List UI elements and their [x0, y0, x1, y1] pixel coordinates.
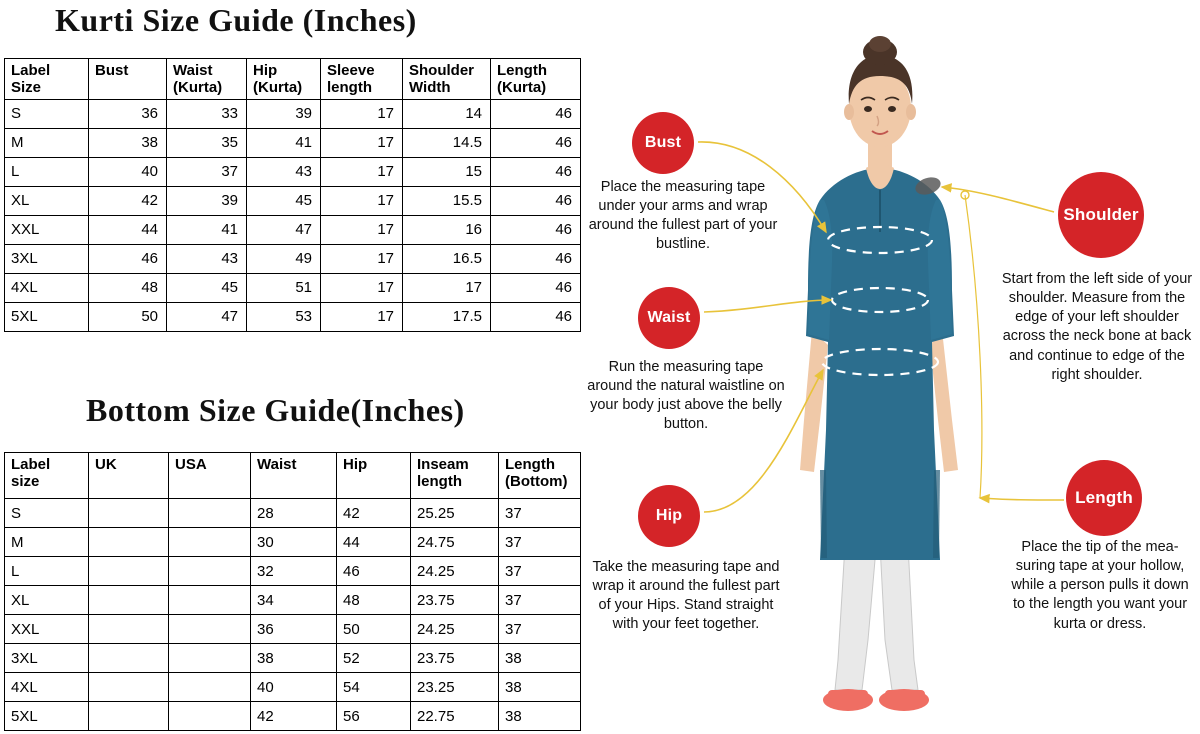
waist-callout-badge: Waist [638, 287, 700, 349]
cell-sleeve: 17 [321, 302, 403, 331]
table-row [5, 615, 581, 644]
column-header: Inseam length [411, 453, 499, 499]
table-row [5, 273, 581, 302]
table-row [5, 186, 581, 215]
cell-length: 38 [499, 644, 581, 673]
cell-waist: 37 [167, 157, 247, 186]
cell-bust: 42 [89, 186, 167, 215]
cell-usa [169, 673, 251, 702]
cell-hip: 45 [247, 186, 321, 215]
waist-instructions: Run the measuring tape around the natural waistline on your body just above the belly button. [587, 359, 785, 433]
cell-usa [169, 528, 251, 557]
cell-shoulder: 15.5 [403, 186, 491, 215]
cell-bust: 38 [89, 128, 167, 157]
cell-shoulder: 16 [403, 215, 491, 244]
cell-length: 46 [491, 273, 581, 302]
cell-inseam: 24.25 [411, 557, 499, 586]
shoulder-instructions: Start from the left side of your shoulder. Measure from the edge of your left shoulder across the neck bone at back and continue to edge of the right shoulder. [1001, 271, 1193, 383]
column-header: Length (Bottom) [499, 453, 581, 499]
cell-shoulder: 17.5 [403, 302, 491, 331]
bust-callout-badge: Bust [632, 112, 694, 174]
cell-label-size: 4XL [5, 273, 89, 302]
column-header: USA [169, 453, 251, 499]
bottom-size-guide-title: Bottom Size Guide(Inches) [86, 392, 465, 428]
table-header-row [5, 453, 581, 499]
cell-bust: 48 [89, 273, 167, 302]
cell-waist: 43 [167, 244, 247, 273]
cell-uk [89, 673, 169, 702]
cell-length: 46 [491, 128, 581, 157]
cell-waist: 41 [167, 215, 247, 244]
cell-hip: 39 [247, 99, 321, 128]
column-header: Waist (Kurta) [167, 59, 247, 100]
cell-label-size: S [5, 99, 89, 128]
cell-length: 46 [491, 186, 581, 215]
cell-uk [89, 528, 169, 557]
cell-waist: 32 [251, 557, 337, 586]
table-header-row [5, 59, 581, 100]
cell-inseam: 24.25 [411, 615, 499, 644]
table-row [5, 586, 581, 615]
column-header: Hip [337, 453, 411, 499]
cell-inseam: 22.75 [411, 702, 499, 731]
column-header: Waist [251, 453, 337, 499]
cell-length: 38 [499, 673, 581, 702]
cell-bust: 50 [89, 302, 167, 331]
cell-uk [89, 557, 169, 586]
cell-uk [89, 615, 169, 644]
cell-usa [169, 557, 251, 586]
cell-label-size: L [5, 157, 89, 186]
table-row [5, 528, 581, 557]
cell-hip: 56 [337, 702, 411, 731]
cell-label-size: XXL [5, 615, 89, 644]
cell-length: 37 [499, 557, 581, 586]
cell-shoulder: 17 [403, 273, 491, 302]
cell-shoulder: 16.5 [403, 244, 491, 273]
cell-sleeve: 17 [321, 99, 403, 128]
kurti-size-table [4, 58, 581, 332]
cell-usa [169, 702, 251, 731]
cell-hip: 42 [337, 499, 411, 528]
table-row [5, 702, 581, 731]
cell-sleeve: 17 [321, 186, 403, 215]
column-header: Label Size [5, 59, 89, 100]
cell-waist: 39 [167, 186, 247, 215]
cell-waist: 38 [251, 644, 337, 673]
cell-waist: 35 [167, 128, 247, 157]
cell-uk [89, 702, 169, 731]
cell-waist: 34 [251, 586, 337, 615]
cell-label-size: XXL [5, 215, 89, 244]
cell-hip: 43 [247, 157, 321, 186]
cell-waist: 28 [251, 499, 337, 528]
cell-label-size: 3XL [5, 244, 89, 273]
cell-shoulder: 14 [403, 99, 491, 128]
cell-sleeve: 17 [321, 273, 403, 302]
column-header: UK [89, 453, 169, 499]
table-row [5, 128, 581, 157]
cell-length: 37 [499, 499, 581, 528]
cell-inseam: 24.75 [411, 528, 499, 557]
cell-bust: 44 [89, 215, 167, 244]
bust-instructions: Place the measuring tape under your arms and wrap around the fullest part of your bustline. [588, 179, 778, 253]
cell-label-size: M [5, 528, 89, 557]
cell-waist: 33 [167, 99, 247, 128]
cell-bust: 46 [89, 244, 167, 273]
cell-hip: 53 [247, 302, 321, 331]
cell-length: 46 [491, 157, 581, 186]
cell-sleeve: 17 [321, 244, 403, 273]
cell-label-size: M [5, 128, 89, 157]
cell-usa [169, 499, 251, 528]
cell-sleeve: 17 [321, 215, 403, 244]
cell-usa [169, 615, 251, 644]
cell-label-size: XL [5, 586, 89, 615]
cell-uk [89, 499, 169, 528]
cell-waist: 45 [167, 273, 247, 302]
cell-label-size: XL [5, 186, 89, 215]
length-instructions: Place the tip of the mea-suring tape at your hollow, while a person pulls it down to the length you want your kurta or dress. [1011, 539, 1189, 632]
cell-uk [89, 644, 169, 673]
cell-hip: 47 [247, 215, 321, 244]
cell-length: 46 [491, 215, 581, 244]
shoulder-callout-badge: Shoulder [1058, 172, 1144, 258]
cell-inseam: 23.25 [411, 673, 499, 702]
cell-label-size: 5XL [5, 702, 89, 731]
column-header: Hip (Kurta) [247, 59, 321, 100]
cell-hip: 41 [247, 128, 321, 157]
cell-hip: 52 [337, 644, 411, 673]
column-header: Length (Kurta) [491, 59, 581, 100]
hip-instructions: Take the measuring tape and wrap it around the fullest part of your Hips. Stand straight with your feet together. [592, 559, 780, 633]
cell-length: 37 [499, 615, 581, 644]
cell-shoulder: 14.5 [403, 128, 491, 157]
cell-waist: 40 [251, 673, 337, 702]
table-row [5, 644, 581, 673]
cell-hip: 44 [337, 528, 411, 557]
cell-waist: 47 [167, 302, 247, 331]
cell-inseam: 23.75 [411, 586, 499, 615]
cell-label-size: L [5, 557, 89, 586]
cell-label-size: 4XL [5, 673, 89, 702]
table-row [5, 302, 581, 331]
cell-hip: 51 [247, 273, 321, 302]
table-row [5, 157, 581, 186]
cell-length: 46 [491, 244, 581, 273]
measurement-illustration [580, 0, 1200, 734]
cell-inseam: 23.75 [411, 644, 499, 673]
hip-callout-badge: Hip [638, 485, 700, 547]
cell-hip: 50 [337, 615, 411, 644]
cell-hip: 49 [247, 244, 321, 273]
cell-inseam: 25.25 [411, 499, 499, 528]
length-callout-badge: Length [1066, 460, 1142, 536]
cell-usa [169, 586, 251, 615]
cell-length: 46 [491, 302, 581, 331]
cell-length: 46 [491, 99, 581, 128]
cell-length: 37 [499, 528, 581, 557]
cell-waist: 36 [251, 615, 337, 644]
column-header: Label size [5, 453, 89, 499]
cell-length: 37 [499, 586, 581, 615]
cell-shoulder: 15 [403, 157, 491, 186]
table-row [5, 244, 581, 273]
table-row [5, 673, 581, 702]
cell-hip: 48 [337, 586, 411, 615]
cell-hip: 54 [337, 673, 411, 702]
cell-waist: 42 [251, 702, 337, 731]
column-header: Sleeve length [321, 59, 403, 100]
cell-label-size: S [5, 499, 89, 528]
column-header: Bust [89, 59, 167, 100]
cell-bust: 40 [89, 157, 167, 186]
table-row [5, 499, 581, 528]
cell-hip: 46 [337, 557, 411, 586]
cell-bust: 36 [89, 99, 167, 128]
cell-label-size: 5XL [5, 302, 89, 331]
table-row [5, 99, 581, 128]
cell-sleeve: 17 [321, 128, 403, 157]
cell-length: 38 [499, 702, 581, 731]
cell-waist: 30 [251, 528, 337, 557]
bottom-size-table [4, 452, 581, 731]
kurti-size-guide-title: Kurti Size Guide (Inches) [55, 2, 417, 38]
table-row [5, 215, 581, 244]
cell-uk [89, 586, 169, 615]
cell-label-size: 3XL [5, 644, 89, 673]
column-header: Shoulder Width [403, 59, 491, 100]
cell-sleeve: 17 [321, 157, 403, 186]
table-row [5, 557, 581, 586]
cell-usa [169, 644, 251, 673]
